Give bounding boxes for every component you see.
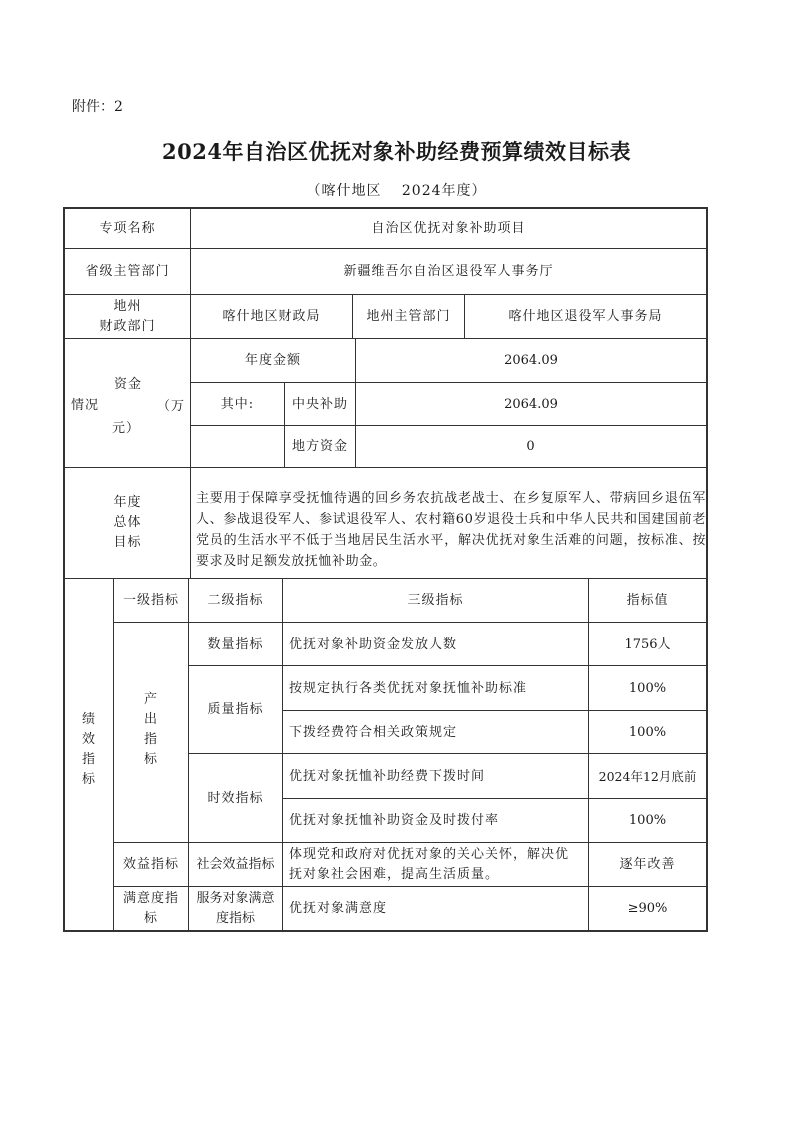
header-level3: 三级指标 <box>407 593 464 608</box>
header-level2: 二级指标 <box>207 593 264 608</box>
indicator-row-value: 100% <box>628 813 667 828</box>
local-funds-value: 0 <box>526 439 536 454</box>
prefecture-finance-label-line2: 财政部门 <box>99 318 156 334</box>
quantity-indicator-label: 数量指标 <box>207 636 264 652</box>
quality-indicator-label: 质量指标 <box>207 702 264 717</box>
prefecture-finance-label <box>65 295 190 338</box>
service-satisfaction-line2: 度指标 <box>215 910 255 926</box>
perf-char-1: 绩 <box>81 712 96 727</box>
output-char-2: 出 <box>143 712 158 727</box>
indicator-row-text: 优抚对象抚恤补助资金及时拨付率 <box>289 813 500 828</box>
funds-label-a: 资金 <box>114 376 143 392</box>
indicator-row-value: 2024年12月底前 <box>598 768 697 784</box>
output-indicators-label <box>114 685 188 775</box>
province-dept-label: 省级主管部门 <box>85 264 170 279</box>
prefecture-finance-label-line1: 地州 <box>113 298 142 314</box>
perf-char-2: 效 <box>81 732 96 747</box>
annual-goal-label <box>65 468 190 578</box>
goal-label-line2: 总体 <box>113 515 142 530</box>
social-benefit-value: 逐年改善 <box>619 857 676 872</box>
indicator-row-text: 下拨经费符合相关政策规定 <box>289 724 458 740</box>
social-benefit-text-line1: 体现党和政府对优抚对象的关心关怀，解决优 <box>289 846 570 862</box>
annual-amount-value: 2064.09 <box>504 353 558 368</box>
annual-amount-label: 年度金额 <box>244 353 301 368</box>
benefit-indicator-label: 效益指标 <box>122 857 179 872</box>
output-char-1: 产 <box>143 692 158 707</box>
prefecture-finance-value: 喀什地区财政局 <box>222 309 321 324</box>
annual-goal-text: 主要用于保障享受抚恤待遇的回乡务农抗战老战士、在乡复原军人、带病回乡退伍军人、参战退役军人、参试退役军人、农村籍60岁退役士兵和中华人民共和国建国前老党员的生活水平不低于当地居民生活水平，解决优抚对象生活难的问题，按标准、按要求及时足额发放抚恤补助金。 <box>196 491 706 569</box>
central-subsidy-label: 中央补助 <box>291 396 348 412</box>
attachment-label: 附件：2 <box>72 99 123 115</box>
satisfaction-label-line1: 满意度指 <box>122 890 179 906</box>
social-benefit-label: 社会效益指标 <box>196 857 275 872</box>
output-char-4: 标 <box>143 752 158 767</box>
satisfaction-label-line2: 标 <box>143 910 158 926</box>
goal-label-line3: 目标 <box>113 535 142 550</box>
satisfaction-indicator-label <box>114 887 188 930</box>
prefecture-dept-label: 地州主管部门 <box>366 309 451 324</box>
goal-label-line1: 年度 <box>113 495 142 510</box>
funds-label-b: （万 <box>156 398 185 414</box>
indicator-row-text: 优抚对象补助资金发放人数 <box>289 636 458 652</box>
service-satisfaction-line1: 服务对象满意 <box>196 890 275 906</box>
satisfaction-text: 优抚对象满意度 <box>289 901 388 916</box>
output-char-3: 指 <box>143 732 158 747</box>
central-subsidy-value: 2064.09 <box>504 396 558 412</box>
indicator-row-value: 100% <box>628 724 667 740</box>
indicator-row-text: 优抚对象抚恤补助经费下拨时间 <box>289 768 486 784</box>
indicator-row-value: 100% <box>628 680 667 696</box>
performance-indicators-label <box>65 700 113 800</box>
header-level1: 一级指标 <box>122 593 179 608</box>
project-value: 自治区优抚对象补助项目 <box>371 221 526 236</box>
social-benefit-text <box>283 843 588 886</box>
timeliness-indicator-label: 时效指标 <box>207 790 264 806</box>
header-value: 指标值 <box>626 593 669 608</box>
service-satisfaction-label <box>189 887 282 930</box>
perf-char-3: 指 <box>81 752 96 767</box>
province-dept-value: 新疆维吾尔自治区退役军人事务厅 <box>343 264 554 279</box>
page-subtitle: （喀什地区 2024年度） <box>306 183 487 199</box>
local-funds-label: 地方资金 <box>291 439 348 454</box>
prefecture-dept-value: 喀什地区退役军人事务局 <box>508 309 663 324</box>
perf-char-4: 标 <box>81 772 96 787</box>
project-label: 专项名称 <box>99 221 156 236</box>
satisfaction-value: ≥90% <box>627 901 668 916</box>
of-which-label: 其中: <box>220 396 255 412</box>
funds-section-label: 情况 <box>70 397 99 413</box>
funds-label-c: 元） <box>112 420 141 436</box>
page-title: 2024年自治区优抚对象补助经费预算绩效目标表 <box>162 139 631 164</box>
social-benefit-text-line2: 抚对象社会困难，提高生活质量。 <box>289 866 500 882</box>
indicator-row-text: 按规定执行各类优抚对象抚恤补助标准 <box>289 680 528 696</box>
indicator-row-value: 1756人 <box>624 636 671 652</box>
